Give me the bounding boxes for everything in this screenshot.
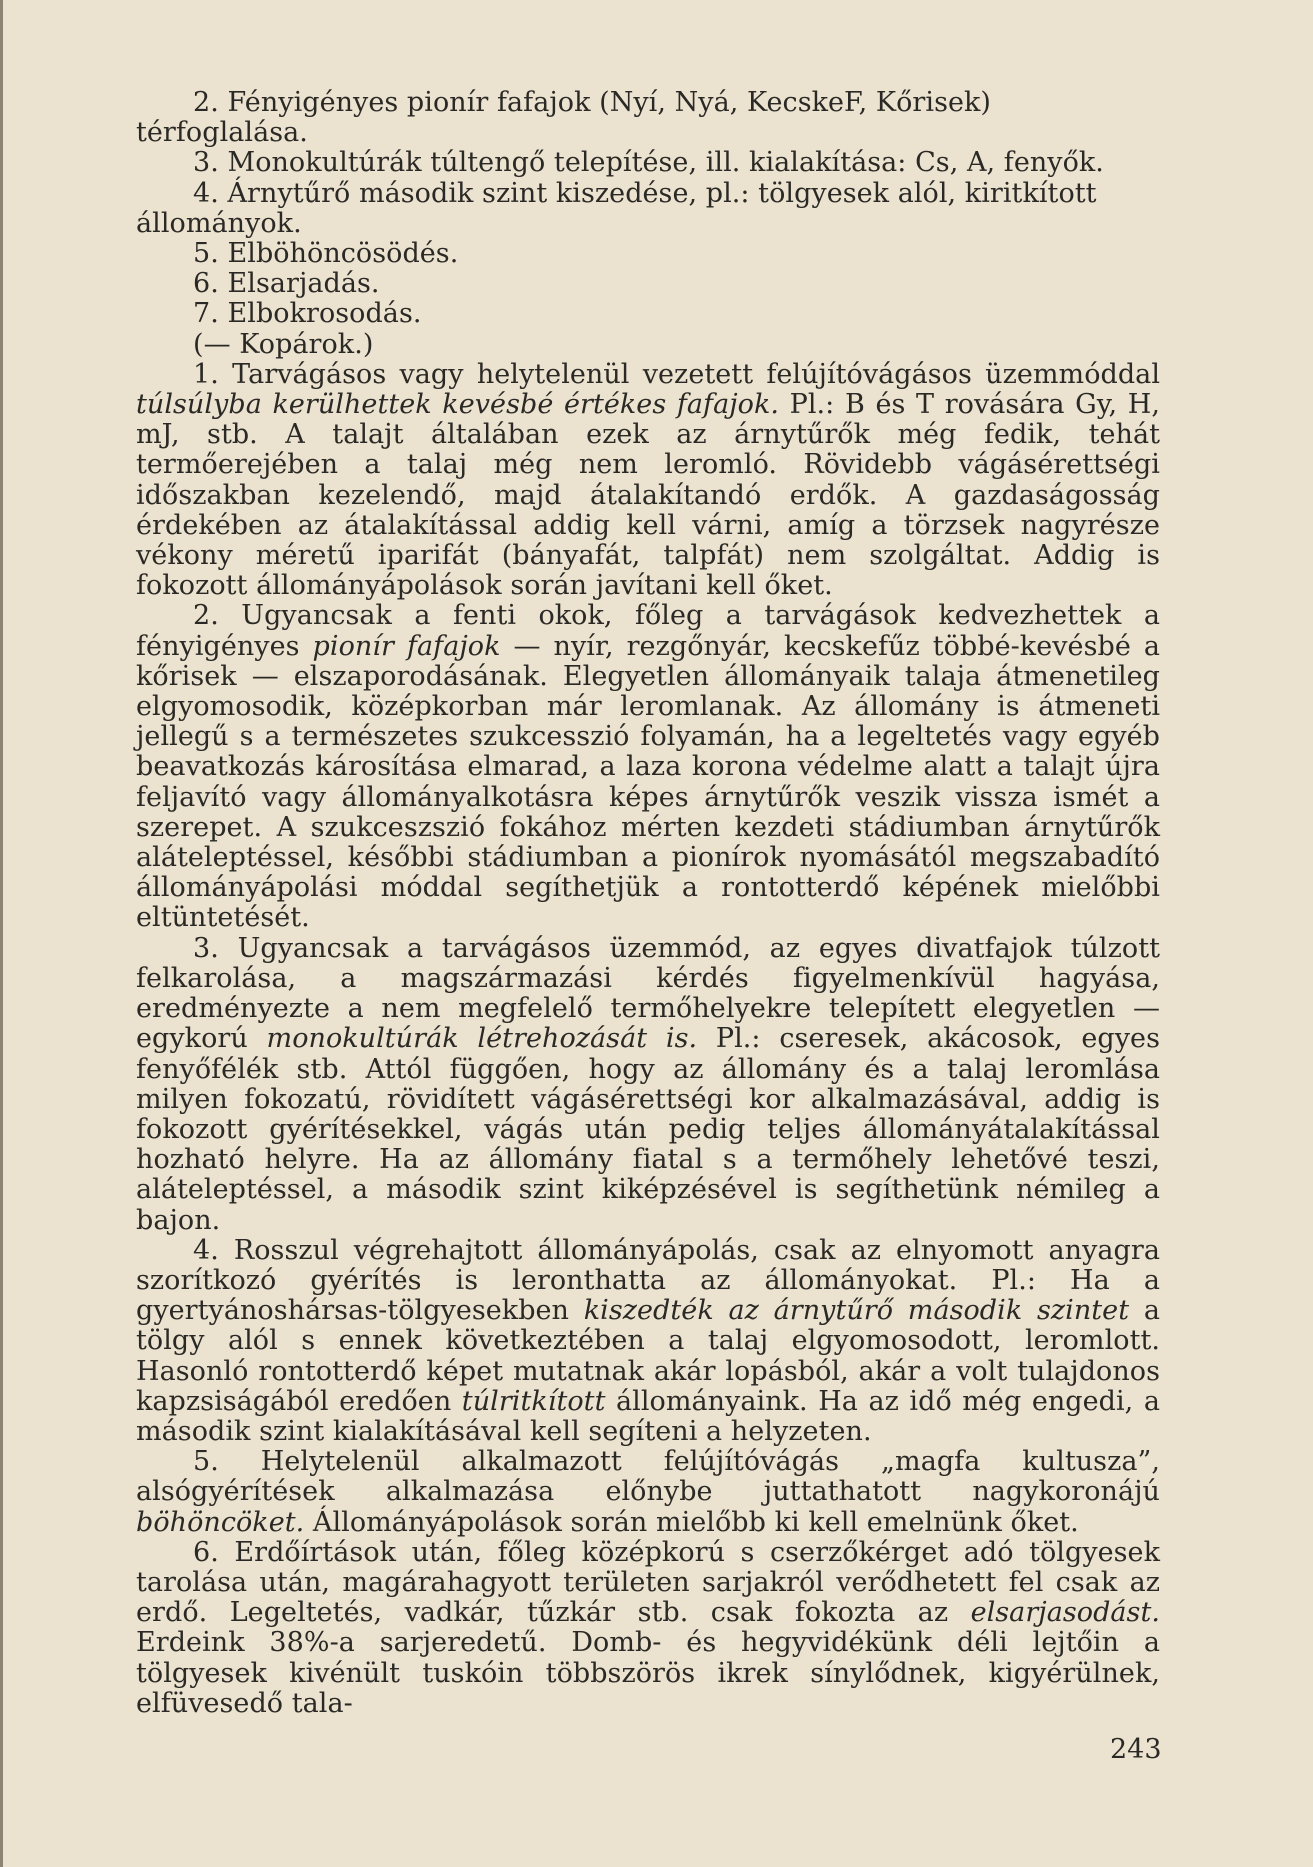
paragraph-text: Pl.: B és T rovására Gy, H, mJ, stb. A talajt általában ezek az árnytűrők még fedik, tehát termőerejében a talaj még nem leromló. Rövidebb vágásérettségi időszakban kezelendő, majd átalakítandó erdők. A gazdaságosság érdekében az átalakítással addig kell várni, amíg a törzsek nagyrésze vékony méretű iparifát (bányafát, talpfát) nem szolgáltat. Addig is fokozott állományápolások során javítani kell őket.: [136, 389, 1161, 602]
paragraph-text: Erdeink 38%-a sarjeredetű. Domb- és hegyvidékünk déli lejtőin a tölgyesek kivénült tuskóin többszörös ikrek sínylődnek, kigyérülnek, elfüvesedő tala-: [136, 1627, 1160, 1719]
paragraph-text: 5. Helytelenül alkalmazott felújítóvágás „magfa kultusza”, alsógyérítések alkalmazása előnybe juttathatott nagykoronájú: [136, 1446, 1160, 1508]
paragraph-4: [136, 1236, 1160, 1447]
paragraph-text: 6. Erdőírtások után, főleg középkorú s cserzőkérget adó tölgyesek tarolása után, magárahagyott területen sarjakról verődhetett fel csak az erdő. Legeltetés, vadkár, tűzkár stb. csak fokozta az: [136, 1536, 1160, 1629]
paragraph-text: 3. Ugyancsak a tarvágásos üzemmód, az egyes divatfajok túlzott felkarolása, a magszármazási kérdés figyelmenkívül hagyása, eredményezte a nem megfelelő termőhelyekre telepített elegyetlen — egykorú: [136, 932, 1160, 1055]
paragraph-emphasis: pionír fafajok: [312, 630, 501, 662]
paragraph-text: — nyír, rezgőnyár, kecskefűz többé-kevésbé a kőrisek — elszaporodásának. Elegyetlen állományaik talaja átmenetileg elgyomosodik, középkorban már leromlanak. Az állomány is átmeneti jellegű s a természetes szukcesszió folyamán, ha a legeltetés vagy egyéb beavatkozás károsítása elmarad, a laza korona védelme alatt a talajt újra feljavító vagy állományalkotásra képes árnytűrők veszik vissza ismét a szerepet. A szukceszszió fokához mérten kezdeti stádiumban árnytűrők aláteleptéssel, későbbi stádiumban a pionírok nyomásától megszabadító állományápolási móddal segíthetjük a rontotterdő képének mielőbbi eltüntetését.: [136, 630, 1160, 934]
list-item: 6. Elsarjadás.: [193, 268, 380, 300]
paragraph-text: 1. Tarvágásos vagy helytelenül vezetett felújítóvágásos üzemmóddal: [193, 358, 1160, 390]
paragraph-5: [136, 1447, 1160, 1538]
paragraph-emphasis: monokultúrák létrehozását is.: [266, 1023, 698, 1055]
paragraph-emphasis: kiszedték az árnytűrő második szintet: [583, 1295, 1130, 1327]
list-item: (— Kopárok.): [193, 328, 374, 360]
page-binding-edge: [0, 0, 3, 1867]
paragraph-text: a tölgy alól s ennek következtében a talaj elgyomosodott, leromlott. Hasonló rontotterdő képet mutatnak akár lopásból, akár a volt tulajdonos kapzsiságából eredően: [136, 1295, 1161, 1417]
paragraph-emphasis: elsarjasodást.: [970, 1597, 1160, 1629]
paragraph-1: [136, 360, 1160, 602]
paragraph-text: Pl.: cseresek, akácosok, egyes fenyőfélék stb. Attól függően, hogy az állomány és a talaj leromlása milyen fokozatú, rövidített vágásérettségi kor alkalmazásával, addig is fokozott gyérítésekkel, vágás után pedig teljes állományátalakítással hozható helyre. Ha az állomány fiatal s a termőhely lehetővé teszi, aláteleptéssel, a második szint kiképzésével is segíthetünk némileg a bajon.: [136, 1023, 1160, 1236]
list-item: 7. Elbokrosodás.: [193, 298, 422, 330]
paragraph-emphasis: túlsúlyba kerülhettek kevésbé értékes fafajok.: [136, 389, 780, 421]
body-text: [136, 88, 1160, 1719]
paragraph-text: 4. Rosszul végrehajtott állományápolás, csak az elnyomott anyagra szorítkozó gyérítés is leronthatta az állományokat. Pl.: Ha a gyertyánoshársas-tölgyesekben: [136, 1234, 1160, 1327]
paragraph-text: Állományápolások során mielőbb ki kell emelnünk őket.: [304, 1506, 1079, 1538]
paragraph-2: [136, 601, 1160, 933]
paragraph-emphasis: túlritkított: [461, 1385, 606, 1417]
paragraph-text: 2. Ugyancsak a fenti okok, főleg a tarvágások kedvezhettek a fényigényes: [136, 600, 1160, 662]
list-item: 4. Árnytűrő második szint kiszedése, pl.: tölgyesek alól, kiritkított állományok.: [136, 177, 1097, 239]
list-item: 5. Elböhöncösödés.: [193, 238, 459, 270]
paragraph-text: állományaink. Ha az idő még engedi, a második szint kialakításával kell segíteni a helyzeten.: [136, 1385, 1160, 1447]
degradation-type-list: [136, 88, 1160, 360]
list-item: 2. Fényigényes pionír fafajok (Nyí, Nyá, KecskeF, Kőrisek) térfoglalása.: [136, 87, 992, 149]
paragraph-3: [136, 934, 1160, 1236]
page-number: 243: [1110, 1734, 1162, 1765]
list-item: 3. Monokultúrák túltengő telepítése, ill. kialakítása: Cs, A, fenyők.: [193, 147, 1104, 179]
paragraph-emphasis: böhöncöket.: [136, 1506, 305, 1538]
paragraph-6: [136, 1538, 1160, 1719]
